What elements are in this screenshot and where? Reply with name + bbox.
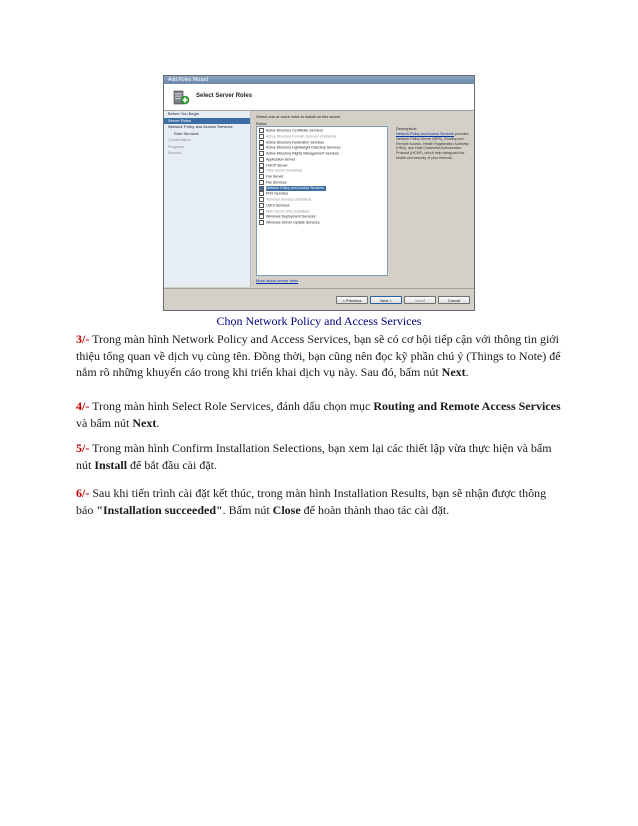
nav-item[interactable]: Before You Begin xyxy=(168,111,199,116)
roles-label: Roles: xyxy=(256,121,268,126)
role-label: Active Directory Rights Management Services xyxy=(266,151,340,156)
role-label: File Services xyxy=(266,180,287,185)
role-checkbox[interactable] xyxy=(259,197,264,202)
paragraph-text: Sau khi tiến trình cài đặt kết thúc, trong màn hình Installation Results, bạn sẽ nhận được thông báo xyxy=(76,486,547,517)
paragraph-text: Trong màn hình Network Policy and Access Services, bạn sẽ có cơ hội tiếp cận với thông tin giới thiệu tổng quan về dịch vụ cùng tên. Đồng thời, bạn cũng nên đọc kỹ phần chú ý (Things to Note) để nắm rõ những khuyến cáo trong khi triển khai dịch vụ này. Sau đó, bấm nút xyxy=(76,332,561,379)
role-checkbox[interactable] xyxy=(259,220,264,225)
role-checkbox[interactable] xyxy=(259,163,264,168)
role-label: Active Directory Domain Services (Installed) xyxy=(266,134,337,139)
role-label: Web Server (IIS) (Installed) xyxy=(266,208,310,213)
role-label: Network Policy and Access Services xyxy=(266,185,324,190)
role-checkbox[interactable] xyxy=(259,157,264,162)
server-roles-icon xyxy=(172,88,190,106)
role-checkbox[interactable] xyxy=(259,140,264,145)
paragraph-text: Trong màn hình Confirm Installation Selections, bạn xem lại các thiết lập vừa thực hiện và bấm nút xyxy=(76,441,552,472)
wizard-title-bar: Add Roles Wizard xyxy=(164,76,474,84)
step-number: 4/- xyxy=(76,399,90,413)
step-5-paragraph xyxy=(76,440,566,473)
cancel-button[interactable]: Cancel xyxy=(438,296,470,304)
role-item[interactable] xyxy=(259,220,385,226)
nav-item[interactable]: Server Roles xyxy=(164,118,250,125)
role-label: Windows Deployment Services xyxy=(266,214,316,219)
description-label: Description: xyxy=(396,126,418,131)
wizard-screenshot xyxy=(163,75,475,311)
role-label: Fax Server xyxy=(266,174,284,179)
role-label: Active Directory Certificate Services xyxy=(266,128,324,133)
nav-item[interactable]: Network Policy and Access Services xyxy=(168,124,233,129)
role-checkbox[interactable] xyxy=(259,209,264,214)
role-checkbox[interactable] xyxy=(259,203,264,208)
role-checkbox[interactable] xyxy=(259,151,264,156)
nav-item[interactable]: Role Services xyxy=(174,130,199,136)
nav-item[interactable]: Results xyxy=(168,150,182,155)
wizard-page-title: Select Server Roles xyxy=(196,93,253,99)
roles-list[interactable] xyxy=(256,126,388,276)
bold-term: Routing and Remote Access Services xyxy=(373,399,561,413)
role-checkbox[interactable] xyxy=(259,186,264,191)
step-4-paragraph xyxy=(76,398,566,431)
description-body: provides Network Policy Server (NPS), Routing and Remote Access, Health Registration Authority (HRA), and Host Credential Authorization Protocol (HCAP), which help safeguard the health and security of your network. xyxy=(396,132,469,160)
role-checkbox[interactable] xyxy=(259,174,264,179)
paragraph-text: . xyxy=(156,415,160,430)
role-checkbox[interactable] xyxy=(259,128,264,133)
role-checkbox[interactable] xyxy=(259,180,264,185)
wizard-instruction: Select one or more roles to install on this server. xyxy=(256,114,342,119)
figure-caption: Chọn Network Policy and Access Services xyxy=(216,314,422,328)
nav-item[interactable]: Progress xyxy=(168,143,185,149)
role-checkbox[interactable] xyxy=(259,214,264,219)
bold-term: Next xyxy=(132,415,157,430)
wizard-content xyxy=(256,114,470,284)
bold-term: Install xyxy=(94,457,128,472)
role-checkbox[interactable] xyxy=(259,168,264,173)
role-label: Terminal Services (Installed) xyxy=(266,197,312,202)
install-button[interactable]: Install xyxy=(404,296,436,304)
bold-term: Close xyxy=(272,502,301,517)
role-label: Active Directory Lightweight Directory Services xyxy=(266,145,341,150)
role-label: UDDI Services xyxy=(266,203,290,208)
wizard-navigation xyxy=(164,111,251,287)
nav-item[interactable]: Confirmation xyxy=(168,137,191,142)
description-panel xyxy=(396,126,470,161)
step-number: 3/- xyxy=(76,332,90,346)
paragraph-text: để hoàn thành thao tác cài đặt. xyxy=(300,502,450,517)
paragraph-text: và bấm nút xyxy=(76,415,133,430)
paragraph-text: . xyxy=(465,365,469,379)
description-text xyxy=(396,132,470,161)
role-label: Application Server xyxy=(266,157,296,162)
role-label: Windows Server Update Services xyxy=(266,220,320,225)
wizard-banner xyxy=(164,84,474,111)
step-3-paragraph xyxy=(76,331,566,381)
wizard-footer xyxy=(164,288,474,311)
paragraph-text: . Bấm nút xyxy=(222,502,273,517)
step-number: 6/- xyxy=(76,486,90,500)
previous-button[interactable]: < Previous xyxy=(336,296,368,304)
bold-term: "Installation succeeded" xyxy=(96,502,223,517)
role-label: Print Services xyxy=(266,191,289,196)
paragraph-text: Trong màn hình Select Role Services, đánh dấu chọn mục xyxy=(89,399,374,413)
step-6-paragraph xyxy=(76,485,566,518)
paragraph-text: để bắt đầu cài đặt. xyxy=(127,457,217,472)
bold-term: Next xyxy=(441,365,466,379)
more-about-server-roles-link[interactable]: More about server roles xyxy=(256,278,299,283)
role-label: DHCP Server xyxy=(266,162,288,167)
next-button[interactable]: Next > xyxy=(370,296,402,304)
role-checkbox[interactable] xyxy=(259,191,264,196)
role-checkbox[interactable] xyxy=(259,134,264,139)
role-label: Active Directory Federation Services xyxy=(266,139,325,144)
step-number: 5/- xyxy=(76,441,90,455)
role-label: DNS Server (Installed) xyxy=(266,168,302,173)
role-checkbox[interactable] xyxy=(259,145,264,150)
description-link[interactable]: Network Policy and Access Services xyxy=(396,132,454,136)
